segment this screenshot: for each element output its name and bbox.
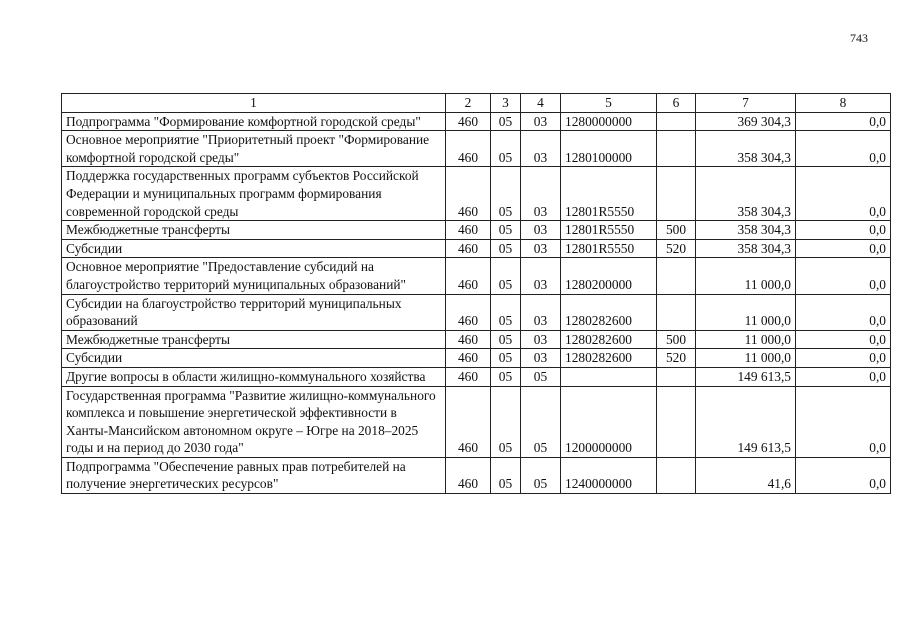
target-article-cell: 12801R5550 — [561, 221, 657, 240]
table-row — [62, 386, 891, 457]
target-article-cell — [561, 367, 657, 386]
target-article-cell: 1240000000 — [561, 457, 657, 493]
row-name-cell: Основное мероприятие "Предоставление субсидий на благоустройство территорий муниципальных образований" — [62, 258, 446, 294]
ministry-code-cell: 460 — [446, 112, 491, 131]
table-row — [62, 112, 891, 131]
amount-cell: 0,0 — [796, 167, 891, 221]
amount-cell: 0,0 — [796, 131, 891, 167]
amount-cell: 0,0 — [796, 367, 891, 386]
row-name-cell: Государственная программа "Развитие жилищно-коммунального комплекса и повышение энергетической эффективности в Ханты-Мансийском автономном округе – Югре на 2018–2025 годы и на период до 2030 года" — [62, 386, 446, 457]
expense-type-cell — [657, 112, 696, 131]
ministry-code-cell: 460 — [446, 349, 491, 368]
ministry-code-cell: 460 — [446, 258, 491, 294]
amount-cell: 369 304,3 — [696, 112, 796, 131]
subsection-cell: 03 — [521, 167, 561, 221]
table-row — [62, 349, 891, 368]
amount-cell: 0,0 — [796, 386, 891, 457]
table-row — [62, 221, 891, 240]
expense-type-cell — [657, 386, 696, 457]
section-cell: 05 — [491, 294, 521, 330]
amount-cell: 0,0 — [796, 349, 891, 368]
table-row — [62, 131, 891, 167]
column-header: 8 — [796, 94, 891, 113]
amount-cell: 149 613,5 — [696, 386, 796, 457]
column-header: 4 — [521, 94, 561, 113]
subsection-cell: 05 — [521, 386, 561, 457]
table-row — [62, 367, 891, 386]
subsection-cell: 03 — [521, 258, 561, 294]
subsection-cell: 03 — [521, 112, 561, 131]
table-row — [62, 457, 891, 493]
ministry-code-cell: 460 — [446, 367, 491, 386]
row-name-cell: Субсидии — [62, 239, 446, 258]
target-article-cell: 1280282600 — [561, 294, 657, 330]
row-name-cell: Поддержка государственных программ субъектов Российской Федерации и муниципальных программ формирования современной городской среды — [62, 167, 446, 221]
row-name-cell: Субсидии — [62, 349, 446, 368]
expense-type-cell — [657, 131, 696, 167]
ministry-code-cell: 460 — [446, 221, 491, 240]
ministry-code-cell: 460 — [446, 386, 491, 457]
ministry-code-cell: 460 — [446, 330, 491, 349]
target-article-cell: 1200000000 — [561, 386, 657, 457]
column-header: 7 — [696, 94, 796, 113]
target-article-cell: 12801R5550 — [561, 239, 657, 258]
expense-type-cell: 500 — [657, 221, 696, 240]
column-header: 3 — [491, 94, 521, 113]
ministry-code-cell: 460 — [446, 167, 491, 221]
section-cell: 05 — [491, 367, 521, 386]
expense-type-cell — [657, 367, 696, 386]
table-row — [62, 258, 891, 294]
target-article-cell: 1280200000 — [561, 258, 657, 294]
column-header: 5 — [561, 94, 657, 113]
target-article-cell: 1280000000 — [561, 112, 657, 131]
section-cell: 05 — [491, 112, 521, 131]
amount-cell: 41,6 — [696, 457, 796, 493]
amount-cell: 0,0 — [796, 457, 891, 493]
amount-cell: 358 304,3 — [696, 221, 796, 240]
table-row — [62, 167, 891, 221]
amount-cell: 0,0 — [796, 330, 891, 349]
column-header: 2 — [446, 94, 491, 113]
column-header: 6 — [657, 94, 696, 113]
amount-cell: 11 000,0 — [696, 294, 796, 330]
ministry-code-cell: 460 — [446, 239, 491, 258]
target-article-cell: 12801R5550 — [561, 167, 657, 221]
subsection-cell: 03 — [521, 221, 561, 240]
section-cell: 05 — [491, 330, 521, 349]
expense-type-cell — [657, 167, 696, 221]
target-article-cell: 1280282600 — [561, 330, 657, 349]
target-article-cell: 1280100000 — [561, 131, 657, 167]
amount-cell: 358 304,3 — [696, 239, 796, 258]
section-cell: 05 — [491, 167, 521, 221]
section-cell: 05 — [491, 386, 521, 457]
row-name-cell: Подпрограмма "Формирование комфортной городской среды" — [62, 112, 446, 131]
amount-cell: 0,0 — [796, 258, 891, 294]
expense-type-cell: 520 — [657, 239, 696, 258]
section-cell: 05 — [491, 239, 521, 258]
amount-cell: 358 304,3 — [696, 167, 796, 221]
ministry-code-cell: 460 — [446, 131, 491, 167]
row-name-cell: Подпрограмма "Обеспечение равных прав потребителей на получение энергетических ресурсов" — [62, 457, 446, 493]
ministry-code-cell: 460 — [446, 294, 491, 330]
subsection-cell: 03 — [521, 349, 561, 368]
subsection-cell: 05 — [521, 457, 561, 493]
section-cell: 05 — [491, 349, 521, 368]
amount-cell: 358 304,3 — [696, 131, 796, 167]
ministry-code-cell: 460 — [446, 457, 491, 493]
amount-cell: 0,0 — [796, 112, 891, 131]
subsection-cell: 05 — [521, 367, 561, 386]
row-name-cell: Другие вопросы в области жилищно-коммунального хозяйства — [62, 367, 446, 386]
row-name-cell: Межбюджетные трансферты — [62, 221, 446, 240]
subsection-cell: 03 — [521, 294, 561, 330]
amount-cell: 0,0 — [796, 239, 891, 258]
table-row — [62, 330, 891, 349]
amount-cell: 0,0 — [796, 221, 891, 240]
expense-type-cell — [657, 258, 696, 294]
amount-cell: 11 000,0 — [696, 258, 796, 294]
expense-type-cell — [657, 457, 696, 493]
subsection-cell: 03 — [521, 239, 561, 258]
table-row — [62, 239, 891, 258]
row-name-cell: Основное мероприятие "Приоритетный проект "Формирование комфортной городской среды" — [62, 131, 446, 167]
expense-type-cell — [657, 294, 696, 330]
page-number: 743 — [850, 31, 868, 45]
row-name-cell: Субсидии на благоустройство территорий муниципальных образований — [62, 294, 446, 330]
row-name-cell: Межбюджетные трансферты — [62, 330, 446, 349]
subsection-cell: 03 — [521, 330, 561, 349]
section-cell: 05 — [491, 221, 521, 240]
subsection-cell: 03 — [521, 131, 561, 167]
target-article-cell: 1280282600 — [561, 349, 657, 368]
table-row — [62, 294, 891, 330]
amount-cell: 11 000,0 — [696, 349, 796, 368]
amount-cell: 149 613,5 — [696, 367, 796, 386]
amount-cell: 0,0 — [796, 294, 891, 330]
section-cell: 05 — [491, 258, 521, 294]
section-cell: 05 — [491, 457, 521, 493]
amount-cell: 11 000,0 — [696, 330, 796, 349]
expense-type-cell: 500 — [657, 330, 696, 349]
budget-table — [61, 93, 891, 494]
column-header: 1 — [62, 94, 446, 113]
section-cell: 05 — [491, 131, 521, 167]
header-row — [62, 94, 891, 113]
expense-type-cell: 520 — [657, 349, 696, 368]
